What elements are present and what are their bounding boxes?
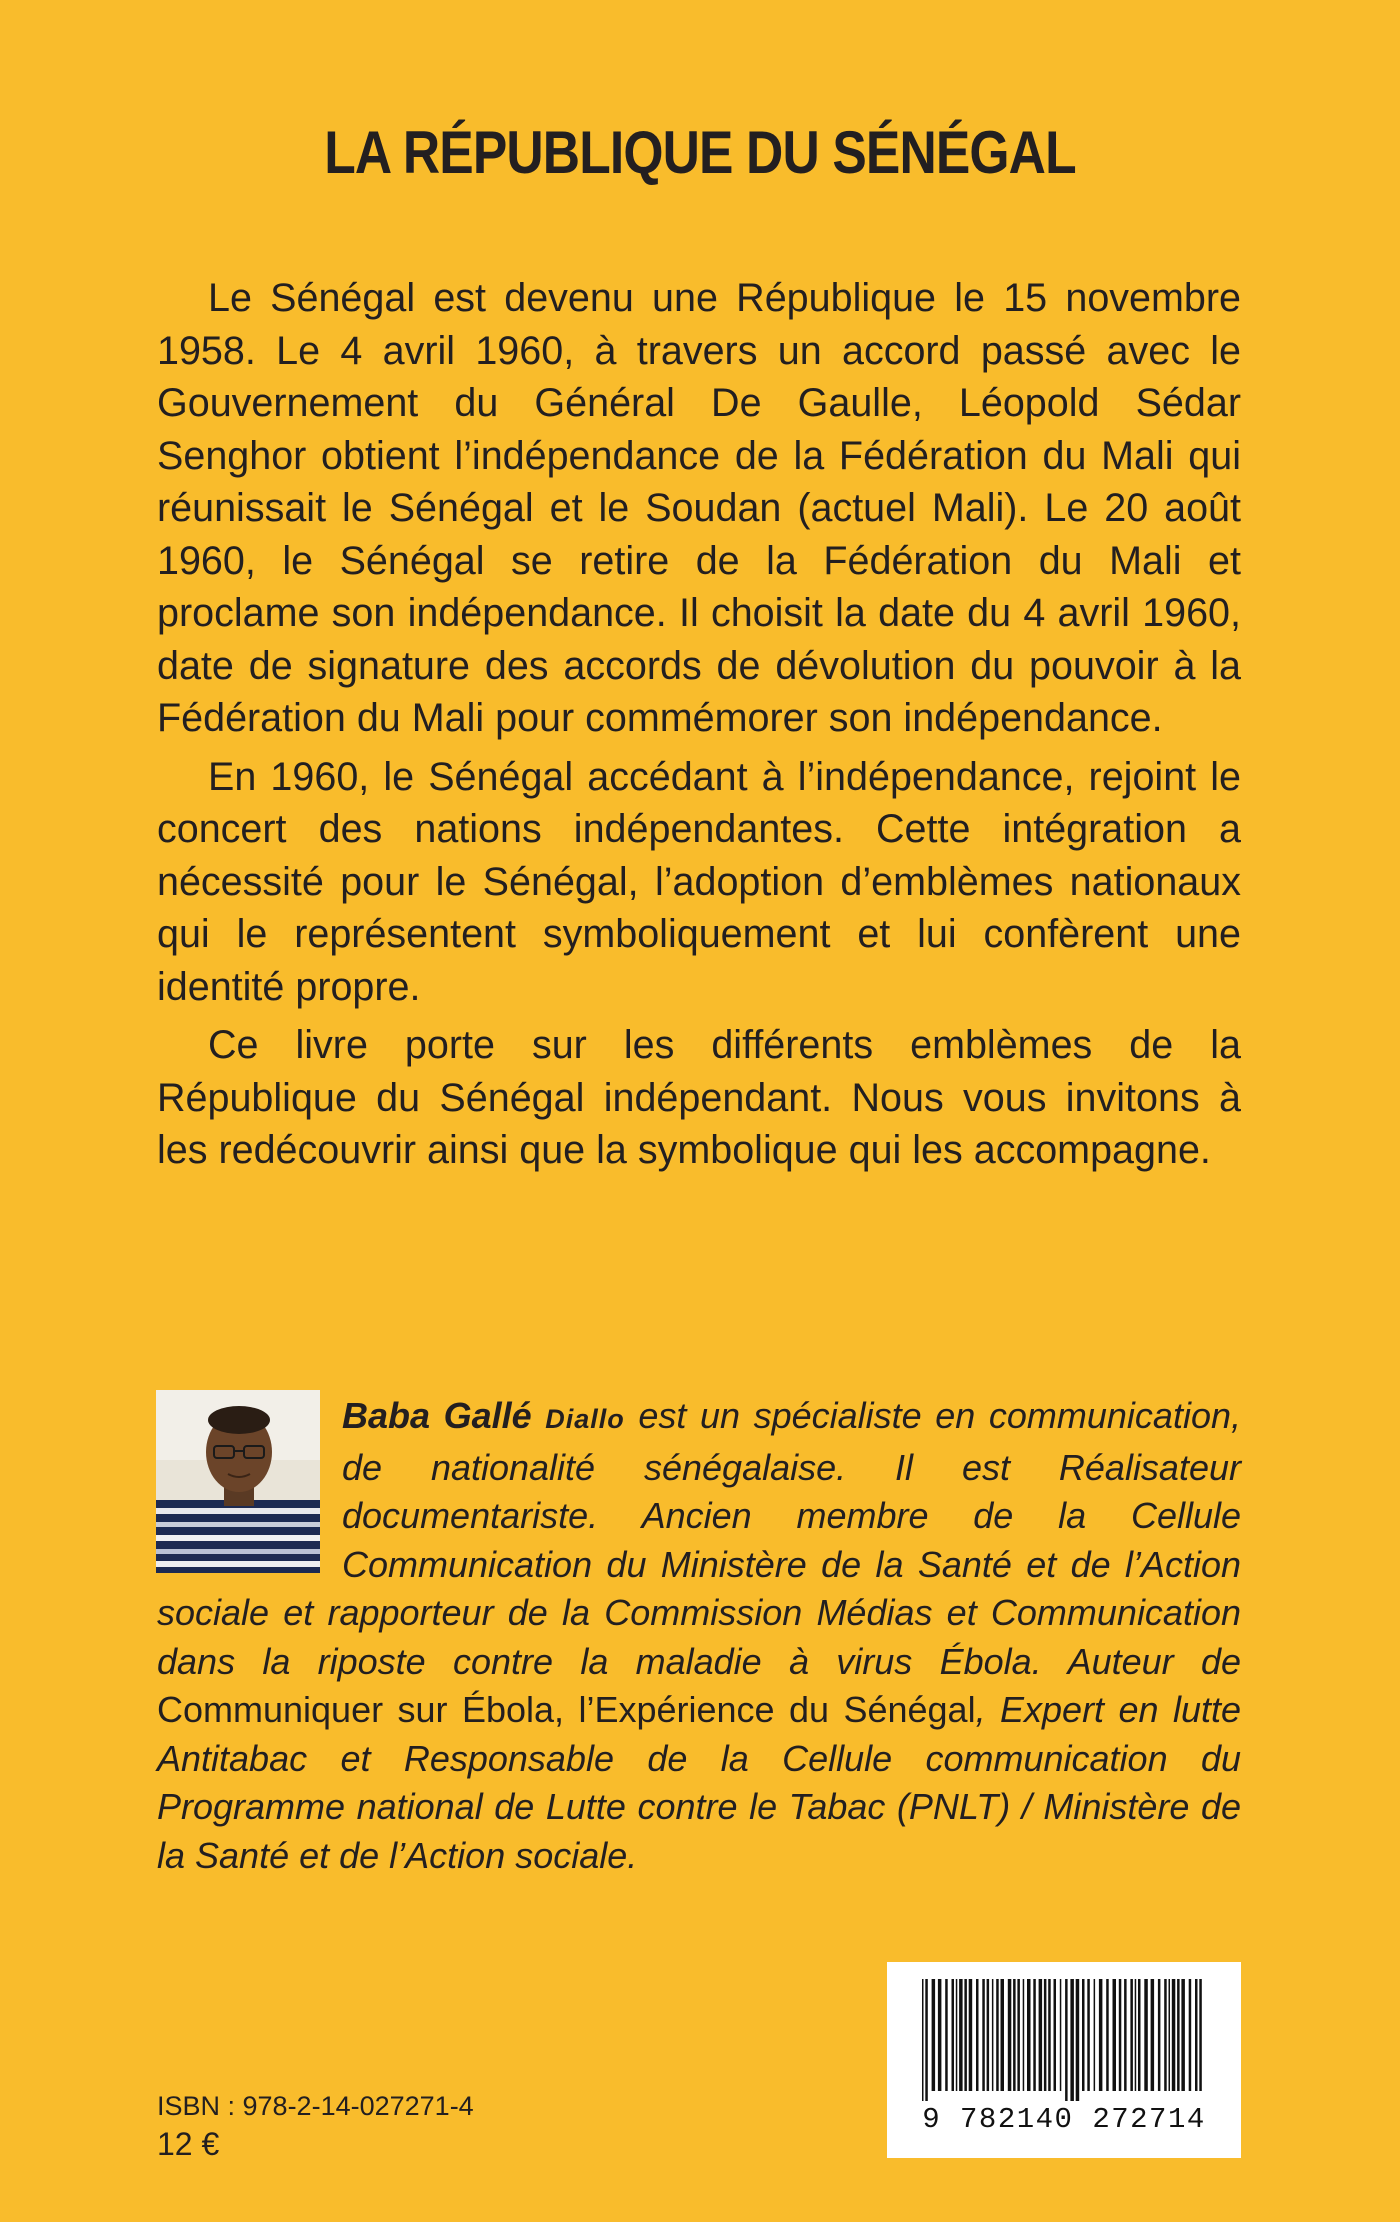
barcode-bar <box>1181 1979 1185 2091</box>
barcode-bar <box>1023 1979 1024 2091</box>
barcode-bar <box>932 1979 936 2091</box>
barcode-bar <box>992 1979 994 2091</box>
barcode-bar <box>1008 1979 1012 2091</box>
barcode-bar <box>922 1979 924 2101</box>
barcode-bar <box>1033 1979 1036 2091</box>
barcode-bar <box>1054 1979 1057 2091</box>
barcode-bar <box>1195 1979 1198 2091</box>
barcode-bar <box>1172 1979 1176 2091</box>
book-title: LA RÉPUBLIQUE DU SÉNÉGAL <box>324 119 1076 186</box>
author-bio <box>157 1392 1241 1880</box>
barcode-bar <box>987 1979 990 2091</box>
barcode-bar <box>1189 1979 1192 2091</box>
barcode-bar <box>1199 1979 1202 2091</box>
barcode-bar <box>1099 1979 1103 2091</box>
barcode-bar <box>969 1979 973 2091</box>
barcode-bar <box>1027 1979 1031 2091</box>
barcode-bar <box>1065 1979 1068 2101</box>
barcode-bar <box>1119 1979 1122 2091</box>
barcode-bar <box>1087 1979 1090 2091</box>
barcode-bar <box>1001 1979 1005 2091</box>
barcode-bar <box>1039 1979 1043 2091</box>
barcode-bar <box>1138 1979 1141 2091</box>
barcode-bar <box>1070 1979 1074 2101</box>
barcode-bar <box>1177 1979 1180 2091</box>
barcode-bar <box>1048 1979 1051 2091</box>
barcode <box>887 1962 1241 2158</box>
barcode-bar <box>976 1979 979 2091</box>
author-book-title: Communiquer sur Ébola, l’Expérience du Sénégal <box>157 1689 976 1730</box>
barcode-bar <box>1106 1979 1109 2091</box>
barcode-bar <box>996 1979 999 2091</box>
author-bio-part-2: , Expert en lutte Antitabac et Responsable de la Cellule communication du Programme national de Lutte contre le Tabac (PNLT) / Ministère de la Santé et de l’Action sociale. <box>157 1689 1241 1876</box>
barcode-bar <box>1060 1979 1062 2091</box>
barcode-bar <box>964 1979 967 2091</box>
price: 12 € <box>157 2126 220 2162</box>
barcode-bar <box>1044 1979 1047 2091</box>
barcode-bar <box>1094 1979 1096 2091</box>
barcode-bar <box>938 1979 942 2091</box>
summary-paragraph: Le Sénégal est devenu une République le 15 novembre 1958. Le 4 avril 1960, à travers un accord passé avec le Gouvernement du Général De Gaulle, Léopold Sédar Senghor obtient l’indépendance de la Fédération du Mali qui réunissait le Sénégal et le Soudan (actuel Mali). Le 20 août 1960, le Sénégal se retire de la Fédération du Mali et proclame son indépendance. Il choisit la date du 4 avril 1960, date de signature des accords de dévolution du pouvoir à la Fédération du Mali pour commémorer son indépendance. <box>157 276 1241 740</box>
barcode-bar <box>1130 1979 1133 2091</box>
barcode-bar <box>1076 1979 1080 2101</box>
barcode-bar <box>959 1979 963 2091</box>
isbn: ISBN : 978-2-14-027271-4 <box>157 2091 474 2121</box>
barcode-bar <box>1135 1979 1137 2091</box>
barcode-bar <box>1151 1979 1155 2091</box>
barcode-bar <box>1169 1979 1171 2091</box>
barcode-bar <box>982 1979 985 2091</box>
barcode-bar <box>1164 1979 1167 2091</box>
barcode-bar <box>1082 1979 1085 2091</box>
barcode-bar <box>956 1979 958 2091</box>
author-bio-part-1: est un spécialiste en communication, de nationalité sénégalaise. Il est Réalisateur documentariste. Ancien membre de la Cellule Communication du Ministère de la Santé et de l’Action sociale et rapporteur de la Commission Médias et Communication dans la riposte contre la maladie à virus Ébola. Auteur de <box>157 1395 1241 1682</box>
back-cover-summary <box>157 272 1241 1183</box>
summary-paragraph: En 1960, le Sénégal accédant à l’indépendance, rejoint le concert des nations indépendantes. Cette intégration a nécessité pour le Sénégal, l’adoption d’emblèmes nationaux qui le représentent symboliquement et lui confèrent une identité propre. <box>157 754 1241 1009</box>
barcode-bar <box>1158 1979 1161 2091</box>
barcode-bar <box>945 1979 948 2091</box>
barcode-bar <box>1113 1979 1117 2091</box>
author-last-name: Diallo <box>545 1404 625 1434</box>
barcode-bar <box>1013 1979 1016 2091</box>
barcode-bar <box>1017 1979 1020 2091</box>
barcode-bars <box>920 1979 1208 2101</box>
summary-paragraph: Ce livre porte sur les différents emblèmes de la République du Sénégal indépendant. Nous vous invitons à les redécouvrir ainsi que la symbolique qui les accompagne. <box>157 1023 1241 1172</box>
barcode-bar <box>952 1979 955 2091</box>
barcode-bar <box>925 1979 928 2101</box>
barcode-bar <box>1124 1979 1127 2091</box>
barcode-bar <box>1144 1979 1148 2091</box>
author-first-name: Baba Gallé <box>342 1395 532 1436</box>
barcode-digits: 9 782140 272714 <box>922 2103 1206 2136</box>
